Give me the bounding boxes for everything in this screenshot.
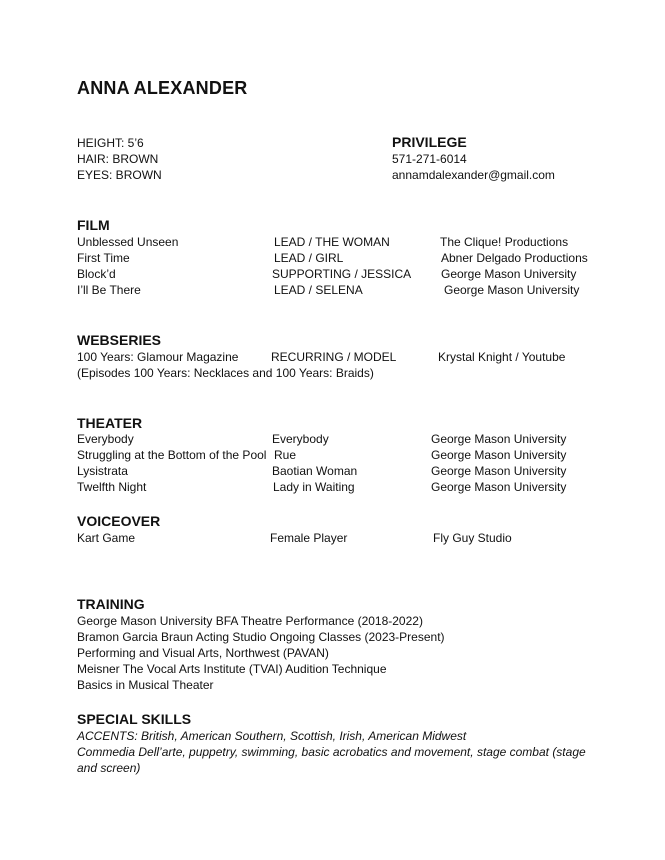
credit-title: 100 Years: Glamour Magazine (77, 350, 239, 364)
credit-role: Female Player (270, 531, 348, 545)
training-item: George Mason University BFA Theatre Performance (2018-2022) (77, 614, 423, 628)
actor-name: ANNA ALEXANDER (77, 78, 248, 98)
theater-heading: THEATER (77, 415, 143, 431)
credit-company: George Mason University (431, 448, 567, 462)
credit-company: Krystal Knight / Youtube (438, 350, 566, 364)
voiceover-heading: VOICEOVER (77, 513, 161, 529)
contact-email: annamdalexander@gmail.com (392, 168, 555, 182)
webseries-note: (Episodes 100 Years: Necklaces and 100 Years: Braids) (77, 366, 374, 380)
special-skills-heading: SPECIAL SKILLS (77, 711, 192, 727)
credit-title: Struggling at the Bottom of the Pool (77, 448, 267, 462)
training-item: Meisner The Vocal Arts Institute (TVAI) Audition Technique (77, 662, 387, 676)
skills-accents: ACCENTS: British, American Southern, Scottish, Irish, American Midwest (77, 729, 467, 743)
training-item: Performing and Visual Arts, Northwest (PAVAN) (77, 646, 329, 660)
credit-role: RECURRING / MODEL (271, 350, 397, 364)
credit-title: Unblessed Unseen (77, 235, 179, 249)
training-item: Basics in Musical Theater (77, 678, 214, 692)
credit-company: George Mason University (444, 283, 580, 297)
contact-phone: 571-271-6014 (392, 152, 467, 166)
credit-title: Kart Game (77, 531, 136, 545)
credit-role: LEAD / GIRL (274, 251, 344, 265)
credit-role: Rue (274, 448, 297, 462)
film-heading: FILM (77, 217, 110, 233)
stat-eyes: EYES: BROWN (77, 168, 162, 182)
skills-other: Commedia Dell’arte, puppetry, swimming, basic acrobatics and movement, stage combat (stage and screen) (77, 745, 586, 775)
credit-title: I’ll Be There (77, 283, 141, 297)
credit-company: Fly Guy Studio (433, 531, 512, 545)
credit-role: LEAD / SELENA (274, 283, 363, 297)
credit-title: Lysistrata (77, 464, 128, 478)
agency-name: PRIVILEGE (392, 134, 467, 150)
credit-title: First Time (77, 251, 130, 265)
credit-company: George Mason University (441, 267, 577, 281)
credit-role: LEAD / THE WOMAN (274, 235, 390, 249)
credit-company: The Clique! Productions (440, 235, 569, 249)
training-item: Bramon Garcia Braun Acting Studio Ongoing Classes (2023-Present) (77, 630, 445, 644)
credit-role: SUPPORTING / JESSICA (272, 267, 412, 281)
credit-role: Lady in Waiting (273, 480, 355, 494)
credit-role: Everybody (272, 432, 329, 446)
credit-company: George Mason University (431, 432, 567, 446)
credit-title: Twelfth Night (77, 480, 147, 494)
credit-company: George Mason University (431, 464, 567, 478)
credit-company: George Mason University (431, 480, 567, 494)
stat-hair: HAIR: BROWN (77, 152, 159, 166)
credit-title: Block’d (77, 267, 116, 281)
credit-company: Abner Delgado Productions (441, 251, 588, 265)
credit-role: Baotian Woman (272, 464, 358, 478)
webseries-heading: WEBSERIES (77, 332, 162, 348)
stat-height: HEIGHT: 5’6 (77, 136, 144, 150)
training-heading: TRAINING (77, 596, 145, 612)
credit-title: Everybody (77, 432, 134, 446)
